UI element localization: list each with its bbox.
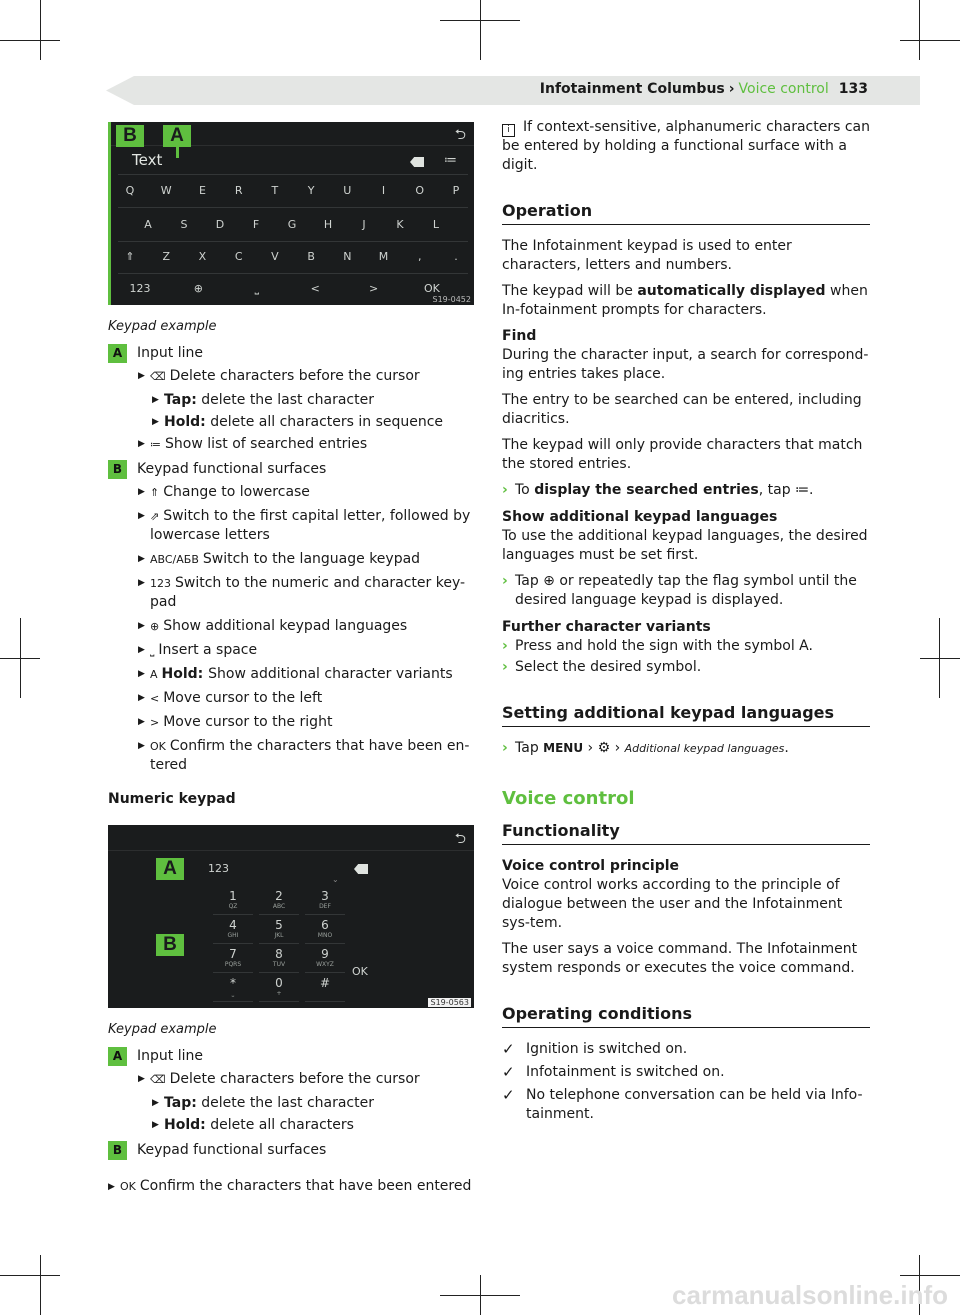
legend-label: Hold:: [164, 1117, 206, 1133]
find-title: [502, 327, 870, 346]
legend-item: [108, 507, 474, 545]
crop-mark: [440, 1295, 520, 1296]
chevron-down-icon: ⌄: [332, 875, 339, 884]
legend-text: Switch to the language keypad: [202, 551, 421, 567]
key: E: [198, 184, 206, 197]
instruction-step: [502, 572, 870, 610]
info-icon: i: [502, 124, 515, 137]
key: Z: [162, 250, 170, 263]
backspace-icon: ⌫: [150, 370, 166, 383]
key-digit: #: [319, 976, 331, 990]
crop-mark: [40, 0, 41, 60]
bullet-triangle-icon: ▶: [138, 439, 145, 449]
paragraph: The entry to be searched can be entered, including diacritics.: [502, 392, 862, 427]
paragraph: The user says a voice command. The Infotainment system responds or executes the voice command.: [502, 941, 858, 976]
key: K: [396, 218, 404, 231]
key: U: [343, 184, 352, 197]
bullet-triangle-icon: ▶: [138, 554, 145, 564]
legend-item: [108, 713, 474, 732]
legend-title: Keypad functional surfaces: [137, 1142, 327, 1158]
numeric-key: [213, 947, 253, 973]
key: G: [287, 218, 297, 231]
step-arrow-icon: ›: [502, 573, 508, 589]
key: .: [454, 250, 458, 263]
key-letters: QZ: [228, 903, 238, 910]
left-column: [108, 122, 474, 1197]
legend-item: [108, 689, 474, 708]
bullet-triangle-icon: ▶: [152, 417, 159, 427]
row-divider: [118, 273, 468, 274]
function-icon: >: [150, 716, 160, 729]
bullet-triangle-icon: ▶: [138, 645, 145, 655]
crop-mark: [40, 1255, 41, 1315]
bullet-triangle-icon: ▶: [138, 371, 145, 381]
numeric-key: [305, 947, 345, 973]
legend-text: Delete characters before the cursor: [169, 1071, 420, 1087]
input-line-text: 123: [208, 862, 229, 875]
bullet-triangle-icon: ▶: [138, 1074, 145, 1084]
key-letters: DEF: [319, 903, 331, 910]
figure-label-b: B: [156, 934, 184, 956]
keypad-top-bar: [108, 825, 474, 851]
legend-text: Confirm the characters that have been en-tered: [150, 738, 470, 773]
key-digit: *: [230, 976, 236, 990]
key-digit: 7: [229, 947, 237, 961]
legend-text: delete all characters in sequence: [210, 414, 444, 430]
step-arrow-icon: ›: [502, 659, 508, 675]
legend-badge-b: B: [108, 1141, 127, 1160]
right-column: [502, 118, 870, 1128]
key: >: [368, 282, 379, 295]
numeric-key: [213, 889, 253, 915]
instruction-step: [502, 481, 870, 500]
text: , tap ≔.: [758, 482, 814, 498]
key-row-4: [128, 282, 444, 296]
numeric-key: [213, 976, 253, 1002]
numeric-key: [305, 889, 345, 915]
key: OK: [424, 282, 440, 295]
key-letters: TUV: [272, 961, 286, 968]
function-icon: 123: [150, 577, 171, 590]
numeric-key: [259, 889, 299, 915]
crop-mark: [900, 40, 960, 41]
row-divider: [118, 241, 468, 242]
legend-text: Delete characters before the cursor: [169, 368, 420, 384]
text: The keypad will be: [502, 283, 638, 299]
section-title: Voice control: [738, 81, 829, 97]
bullet-triangle-icon: ▶: [152, 395, 159, 405]
key: ⎵: [254, 282, 259, 295]
legend-text: Move cursor to the right: [163, 714, 333, 730]
crop-mark: [0, 658, 40, 659]
figure-code: S19-0563: [430, 998, 469, 1007]
key-row-1: [118, 184, 468, 197]
legend-item: [108, 617, 474, 636]
numeric-key: [259, 976, 299, 1002]
step-arrow-icon: ›: [502, 482, 508, 498]
key: R: [234, 184, 243, 197]
legend-text: delete the last character: [201, 1095, 374, 1111]
bold-text: automatically displayed: [637, 283, 826, 299]
key-digit: 5: [275, 918, 283, 932]
key: I: [381, 184, 386, 197]
ok-icon: OK: [120, 1180, 136, 1193]
functionality-heading: Functionality: [502, 821, 870, 845]
key: Q: [125, 184, 135, 197]
step-text: Select the desired symbol.: [515, 659, 702, 675]
instruction-step: [502, 637, 870, 656]
key-digit: 9: [321, 947, 329, 961]
crop-mark: [900, 1275, 960, 1276]
legend-text: Confirm the characters that have been entered: [139, 1178, 472, 1194]
key: N: [343, 250, 352, 263]
setting-heading: Setting additional keypad languages: [502, 703, 870, 727]
key: F: [252, 218, 260, 231]
key-letters: ABC: [272, 903, 286, 910]
label-b-bracket: [108, 122, 111, 305]
key: S: [180, 218, 188, 231]
backspace-icon: [410, 157, 424, 167]
variants-title: [502, 618, 870, 637]
bullet-triangle-icon: ▶: [152, 1120, 159, 1130]
watermark: carmanualsonline.info: [672, 1280, 948, 1310]
crop-mark: [480, 0, 481, 60]
bullet-triangle-icon: ▶: [138, 693, 145, 703]
menu-path: Additional keypad languages: [624, 742, 785, 755]
legend-text: Move cursor to the left: [163, 690, 323, 706]
menu-button-label: MENU: [543, 741, 584, 755]
legend-label: Hold:: [164, 414, 206, 430]
key-digit: 4: [229, 918, 237, 932]
key: O: [415, 184, 425, 197]
operation-heading: Operation: [502, 201, 870, 225]
condition-text: No telephone conversation can be held via Info-tainment.: [526, 1087, 863, 1122]
legend-text: Show list of searched entries: [165, 436, 368, 452]
key: L: [432, 218, 440, 231]
running-header: [540, 81, 868, 97]
legend2-b: [108, 1141, 474, 1160]
key-digit: 6: [321, 918, 329, 932]
input-line-text: Text: [132, 151, 163, 169]
subheading: Further character variants: [502, 619, 711, 635]
numeric-key: [259, 918, 299, 944]
key-letters: WXYZ: [316, 961, 334, 968]
function-icon: ⇑: [150, 486, 160, 499]
legend-badge-a: A: [108, 344, 127, 363]
legend-label: Hold:: [161, 666, 209, 682]
legend2-a: [108, 1047, 474, 1135]
crop-mark: [920, 658, 960, 659]
legend-text: Show additional keypad languages: [163, 618, 408, 634]
key: T: [271, 184, 279, 197]
figure-caption: Keypad example: [108, 1022, 217, 1037]
figure-label-a: A: [163, 125, 191, 147]
paragraph: [502, 282, 870, 320]
function-icon: A: [150, 668, 158, 681]
langs-title: [502, 508, 870, 527]
info-text: If context-sensitive, alphanumeric characters can be entered by holding a functional surface with a digit.: [502, 119, 870, 173]
key: W: [160, 184, 172, 197]
condition-item: [502, 1040, 870, 1059]
legend-text: Switch to the numeric and character key-pad: [150, 575, 466, 610]
subheading: Voice control principle: [502, 858, 680, 874]
legend-title: Keypad functional surfaces: [137, 461, 327, 477]
bullet-triangle-icon: ▶: [138, 741, 145, 751]
legend-title: Input line: [137, 1048, 203, 1064]
numeric-key: [213, 918, 253, 944]
key-digit: 2: [275, 889, 283, 903]
text: Tap: [515, 740, 544, 756]
crop-mark: [440, 20, 520, 21]
function-icon: ⎵: [150, 644, 155, 657]
legend-final-item: [108, 1178, 474, 1197]
bullet-triangle-icon: ▶: [138, 487, 145, 497]
key-digit: 0: [275, 976, 283, 990]
key: A: [144, 218, 152, 231]
checkmark-icon: ✓: [502, 1086, 515, 1104]
key: M: [378, 250, 389, 263]
key: ⇑: [125, 250, 135, 263]
paragraph: The keypad will only provide characters that match the stored entries.: [502, 437, 863, 472]
conditions-heading: Operating conditions: [502, 1004, 870, 1028]
label-b-bracket: [108, 946, 118, 949]
key-letters: PQRS: [224, 961, 242, 968]
key: C: [234, 250, 243, 263]
legend-item: [108, 737, 474, 775]
bullet-triangle-icon: ▶: [138, 511, 145, 521]
legend-item: [108, 574, 474, 612]
figure-label-b: B: [116, 125, 144, 147]
numeric-key: [259, 947, 299, 973]
function-icon: ⊕: [150, 620, 160, 633]
header-separator: ›: [728, 81, 735, 97]
text: .: [784, 740, 789, 756]
back-icon: ⮌: [454, 127, 466, 143]
page-number: 133: [838, 81, 868, 97]
row-divider: [118, 207, 468, 208]
bullet-triangle-icon: ▶: [138, 621, 145, 631]
paragraph: During the character input, a search for correspond-ing entries takes place.: [502, 347, 869, 382]
key-letters: JKL: [274, 932, 284, 939]
ok-key: OK: [352, 965, 368, 978]
list-icon: ≔: [444, 153, 457, 168]
key-row-3: [118, 250, 468, 263]
function-icon: OK: [150, 740, 166, 753]
legend-text: Show additional character variants: [208, 666, 453, 682]
legend-text: Switch to the first capital letter, followed by lowercase letters: [150, 508, 471, 543]
bullet-triangle-icon: ▶: [138, 669, 145, 679]
function-icon: ABC/АБВ: [150, 553, 199, 566]
chapter-heading: Voice control: [502, 788, 635, 809]
key: <: [310, 282, 320, 295]
step-text: Press and hold the sign with the symbol A.: [515, 638, 813, 654]
key-row-2: [136, 218, 448, 231]
key: ⊕: [193, 282, 203, 295]
key: ,: [418, 250, 422, 263]
function-icon: <: [150, 692, 160, 705]
key: 123: [129, 282, 151, 295]
numeric-keypad-figure: [108, 825, 474, 1008]
key: J: [362, 218, 366, 231]
key: B: [307, 250, 315, 263]
step-text: Tap ⊕ or repeatedly tap the flag symbol until the desired language keypad is displayed.: [515, 573, 857, 608]
legend-item: [108, 483, 474, 502]
paragraph: Voice control works according to the principle of dialogue between the user and the Infotainment sys-tem.: [502, 877, 843, 931]
crop-mark: [0, 1275, 60, 1276]
key: V: [271, 250, 279, 263]
text: › ⚙ ›: [583, 740, 625, 756]
text: when In-fotainment prompts for characters.: [502, 283, 868, 318]
bullet-triangle-icon: ▶: [138, 578, 145, 588]
info-note: [502, 118, 870, 175]
crop-mark: [0, 40, 60, 41]
text: To: [515, 482, 535, 498]
figure-code: S19-0452: [432, 295, 471, 304]
figure-caption: Keypad example: [108, 319, 217, 334]
backspace-icon: [354, 864, 368, 874]
key: X: [198, 250, 207, 263]
condition-item: [502, 1063, 870, 1082]
condition-text: Infotainment is switched on.: [526, 1064, 725, 1080]
legend-item: [108, 665, 474, 684]
paragraph: The Infotainment keypad is used to enter characters, letters and numbers.: [502, 238, 792, 273]
numeric-key: [305, 976, 345, 1002]
checkmark-icon: ✓: [502, 1040, 515, 1058]
checkmark-icon: ✓: [502, 1063, 515, 1081]
key-letters: +: [276, 990, 282, 997]
legend-item: [108, 641, 474, 660]
key-digit: 3: [321, 889, 329, 903]
paragraph: To use the additional keypad languages, the desired languages must be set first.: [502, 528, 868, 563]
numeric-key: [305, 918, 345, 944]
condition-item: [502, 1086, 870, 1124]
subheading: Show additional keypad languages: [502, 509, 778, 525]
step-arrow-icon: ›: [502, 638, 508, 654]
principle-title: [502, 857, 870, 876]
subheading: Find: [502, 328, 537, 344]
legend-text: delete all characters: [210, 1117, 354, 1133]
chapter-title: Infotainment Columbus: [539, 81, 725, 97]
legend-text: Insert a space: [158, 642, 258, 658]
bold-text: display the searched entries: [534, 482, 759, 498]
key-letters: MNO: [317, 932, 333, 939]
key-digit: 1: [229, 889, 237, 903]
back-icon: ⮌: [454, 831, 466, 847]
key: D: [215, 218, 225, 231]
crop-mark: [919, 0, 920, 60]
legend-text: delete the last character: [201, 392, 374, 408]
legend-a: [108, 344, 474, 454]
legend-badge-a: A: [108, 1047, 127, 1066]
legend-item: [108, 550, 474, 569]
legend-badge-b: B: [108, 460, 127, 479]
backspace-icon: ⌫: [150, 1073, 166, 1086]
legend-text: Change to lowercase: [163, 484, 310, 500]
bullet-triangle-icon: ▶: [138, 717, 145, 727]
key: Y: [307, 184, 315, 197]
instruction-step: [502, 658, 870, 677]
instruction-step: [502, 739, 870, 758]
row-divider: [118, 174, 468, 175]
bullet-triangle-icon: ▶: [152, 1098, 159, 1108]
step-arrow-icon: ›: [502, 740, 508, 756]
figure-label-a: A: [156, 858, 184, 880]
function-icon: ⇗: [150, 510, 160, 523]
legend-label: Tap:: [164, 1095, 197, 1111]
key-digit: 8: [275, 947, 283, 961]
keyboard-figure: [108, 122, 474, 305]
legend-title: Input line: [137, 345, 203, 361]
key-letters: ⎵: [231, 990, 235, 997]
legend-label: Tap:: [164, 392, 197, 408]
key: H: [323, 218, 333, 231]
legend-b-items: [108, 483, 474, 775]
bullet-triangle-icon: ▶: [108, 1182, 115, 1192]
key-letters: GHI: [227, 932, 239, 939]
key: P: [452, 184, 460, 197]
legend-b: [108, 460, 474, 775]
section-heading: Numeric keypad: [108, 791, 236, 807]
condition-text: Ignition is switched on.: [526, 1041, 688, 1057]
list-icon: ≔: [150, 438, 161, 451]
